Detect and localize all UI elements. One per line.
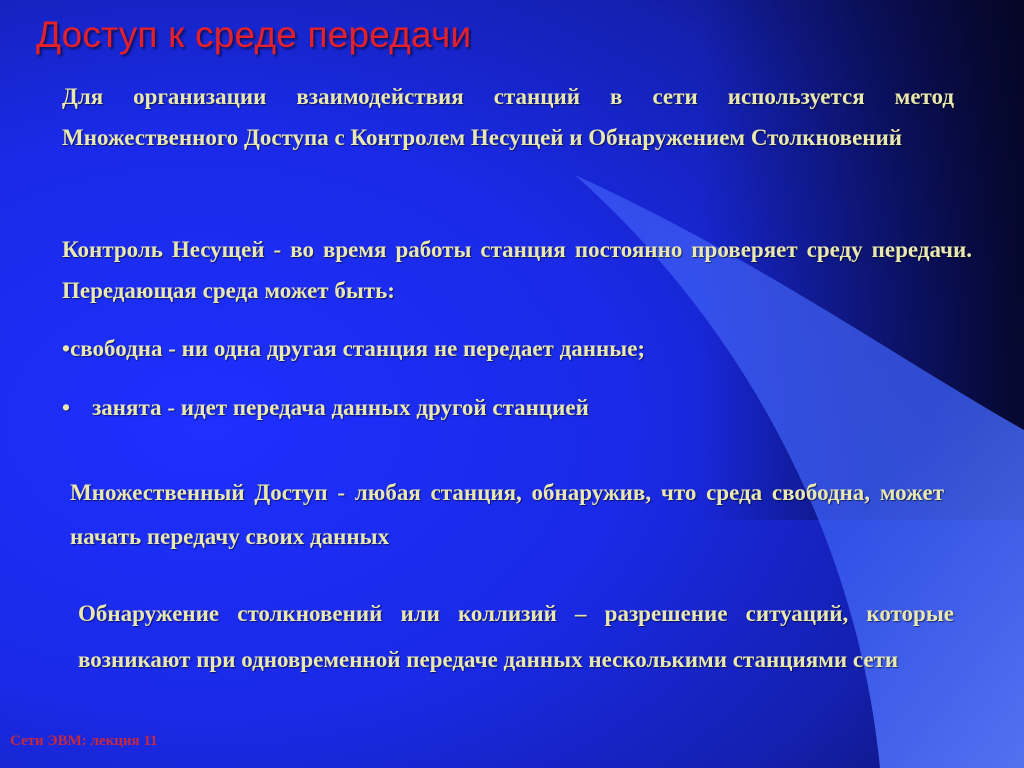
bullet-text: свободна - ни одна другая станция не передает данные; xyxy=(70,336,646,361)
bullet-text: занята - идет передача данных другой станцией xyxy=(92,395,589,420)
bullet-item-busy xyxy=(62,387,962,428)
multiple-access-paragraph: Множественный Доступ - любая станция, обнаружив, что среда свободна, может начать передачу своих данных xyxy=(70,480,944,549)
intro-paragraph: Для организации взаимодействия станций в сети используется метод Множественного Доступа с Контролем Несущей и Обнаружением Столкновений xyxy=(62,84,954,150)
collision-detection-paragraph: Обнаружение столкновений или коллизий – разрешение ситуаций, которые возникают при одновременной передаче данных несколькими станциями сети xyxy=(78,601,954,672)
bullet-item-free xyxy=(62,328,962,369)
bullet-marker: • xyxy=(62,336,71,361)
slide-title: Доступ к среде передачи xyxy=(36,14,472,55)
bullet-marker: • xyxy=(62,395,71,420)
slide-footer: Сети ЭВМ: лекция 11 xyxy=(10,733,158,749)
carrier-sense-paragraph: Контроль Несущей - во время работы станция постоянно проверяет среду передачи. Передающая среда может быть: xyxy=(62,237,972,303)
